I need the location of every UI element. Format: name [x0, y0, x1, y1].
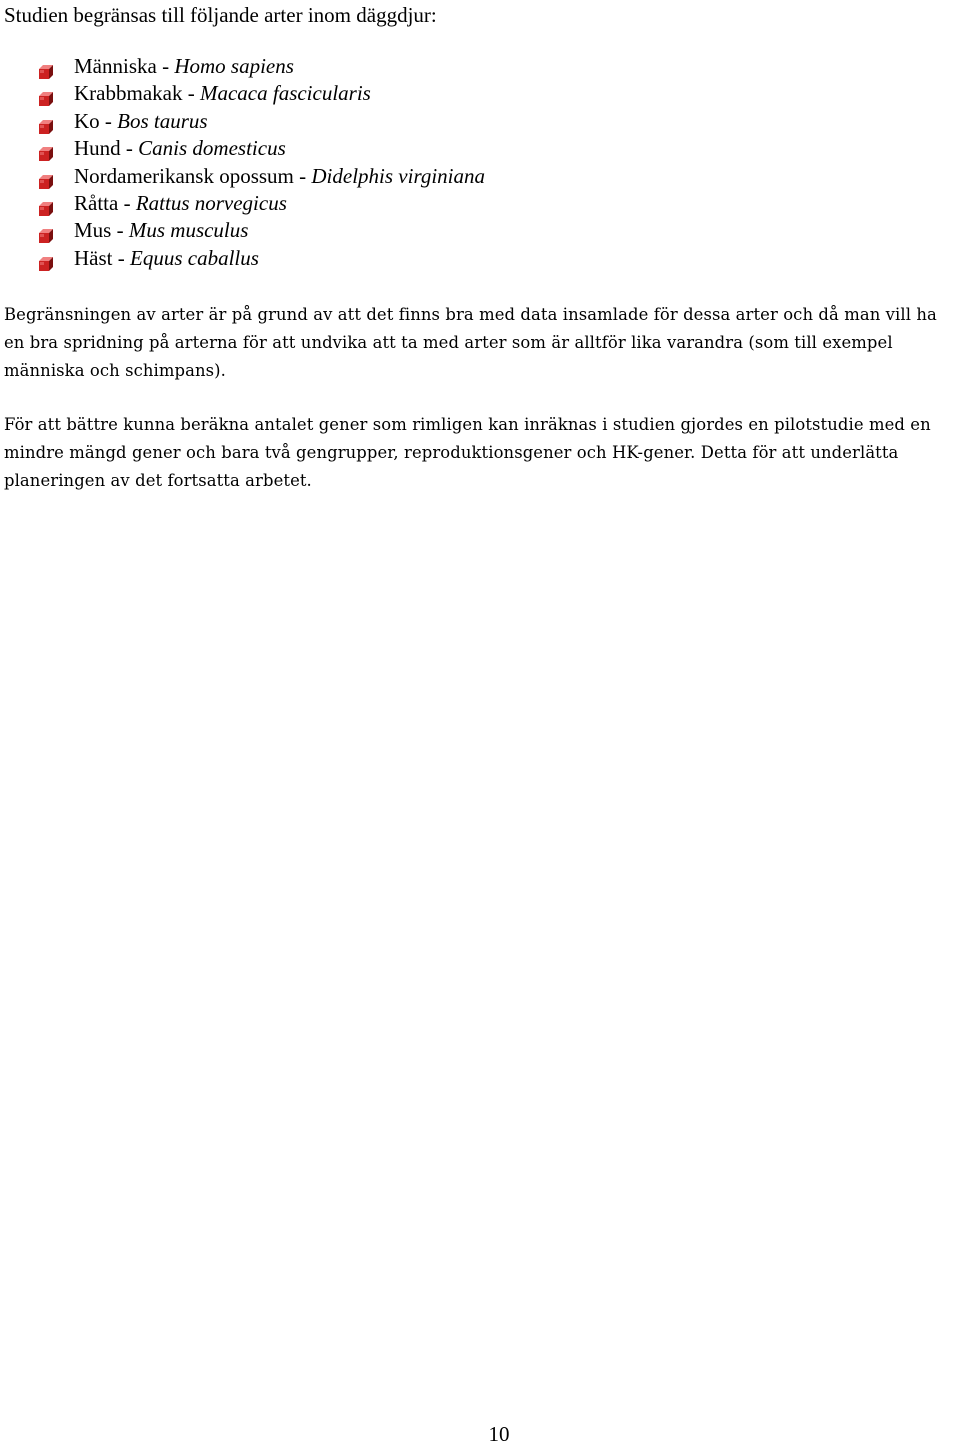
species-common-name: Häst: [74, 245, 113, 270]
species-item-mouse: [38, 217, 485, 244]
species-latin-name: Homo sapiens: [174, 54, 294, 78]
paragraph-pilot-study: För att bättre kunna beräkna antalet gener som rimligen kan inräknas i studien gjordes en pilotstudie med en mindre mängd gener och bara två gengrupper, reproduktionsgener och HK-gener. Detta för att underlätta planeringen av det fortsatta arbetet.: [4, 415, 931, 490]
page-number: 10: [488, 1422, 510, 1446]
species-common-name: Mus: [74, 218, 112, 243]
species-item-human: [38, 53, 485, 80]
species-item-rat: [38, 190, 485, 217]
species-latin-name: Canis domesticus: [138, 136, 286, 161]
red-cube-bullet-icon: [39, 114, 53, 128]
red-cube-bullet-icon: [39, 223, 53, 237]
species-separator: -: [111, 218, 129, 243]
red-cube-bullet-icon: [39, 86, 53, 100]
species-separator: -: [182, 81, 200, 106]
species-latin-name: Bos taurus: [117, 108, 208, 133]
species-separator: -: [120, 136, 139, 161]
species-common-name: Människa: [74, 54, 157, 78]
species-separator: -: [112, 245, 130, 270]
species-separator: -: [293, 163, 312, 188]
species-latin-name: Rattus norvegicus: [135, 190, 287, 215]
species-item-cow: [38, 108, 485, 135]
species-item-horse: [38, 245, 485, 272]
paragraph-species-rationale: Begränsningen av arter är på grund av att det finns bra med data insamlade för dessa arter och då man vill ha en bra spridning på arterna för att undvika att ta med arter som är alltför lika varandra (som till exempel människa och schimpans).: [4, 305, 937, 380]
species-separator: -: [118, 190, 136, 215]
species-item-opossum: [38, 163, 485, 190]
species-common-name: Nordamerikansk opossum: [74, 163, 294, 188]
species-separator: -: [156, 54, 175, 78]
red-cube-bullet-icon: [39, 251, 53, 265]
species-latin-name: Macaca fascicularis: [199, 81, 371, 106]
red-cube-bullet-icon: [39, 59, 53, 73]
species-common-name: Ko: [74, 108, 100, 133]
species-latin-name: Equus caballus: [130, 245, 259, 270]
species-common-name: Råtta: [74, 190, 119, 215]
species-list: [38, 53, 485, 272]
species-item-macaque: [38, 80, 485, 107]
red-cube-bullet-icon: [39, 196, 53, 210]
species-latin-name: Didelphis virginiana: [311, 163, 486, 188]
species-common-name: Hund: [74, 136, 121, 161]
intro-text: Studien begränsas till följande arter inom däggdjur:: [4, 3, 437, 27]
species-latin-name: Mus musculus: [128, 218, 249, 243]
red-cube-bullet-icon: [39, 141, 53, 155]
species-common-name: Krabbmakak: [74, 81, 183, 106]
species-item-dog: [38, 135, 485, 162]
red-cube-bullet-icon: [39, 169, 53, 183]
species-separator: -: [99, 108, 118, 133]
